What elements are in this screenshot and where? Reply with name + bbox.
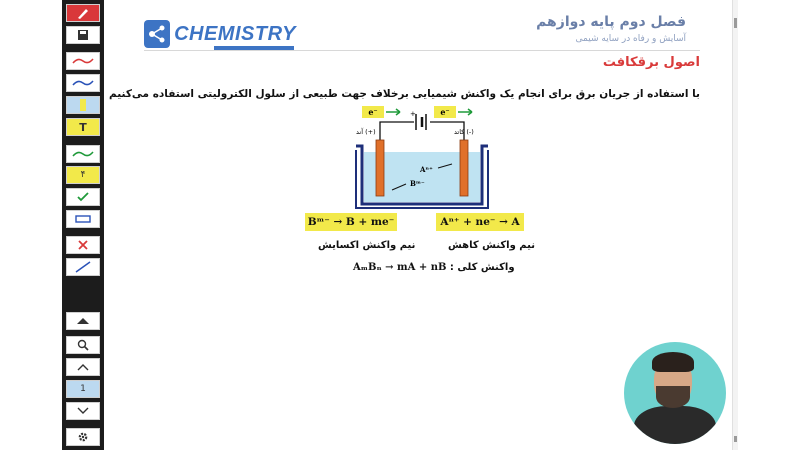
webcam-overlay (624, 342, 726, 444)
scroll-thumb[interactable] (734, 18, 737, 28)
oxidation-label: نیم واکنش اکسایش (318, 240, 416, 251)
text-tool-icon[interactable]: T (66, 118, 100, 136)
section-title: اصول برقکافت (602, 55, 700, 70)
rectangle-icon[interactable] (66, 210, 100, 228)
chapter-subtitle: آسایش و رفاه در سایه شیمی (575, 34, 686, 44)
anode-electrode (376, 140, 384, 196)
cathode-label: کاتد (-) (454, 128, 474, 136)
chapter-title: فصل دوم پایه دوازهم (536, 14, 686, 30)
save-icon[interactable] (66, 26, 100, 44)
molecule-icon (144, 20, 170, 48)
statement-text: با استفاده از جریان برق برای انجام یک واکنش شیمیایی برخلاف جهت طبیعی از سلول الکترولیتی استفاده می‌کنیم (109, 88, 700, 100)
overall-equation: AₘBₙ → mA + nB (353, 262, 447, 273)
presenter-beard (656, 386, 690, 408)
electron-left-label: e⁻ (368, 107, 378, 117)
highlighter-icon[interactable] (66, 96, 100, 114)
zoom-icon[interactable] (66, 336, 100, 354)
green-pen-icon[interactable] (66, 145, 100, 163)
reduction-label: نیم واکنش کاهش (448, 240, 535, 251)
logo-text: CHEMISTRY (174, 23, 296, 45)
oxidation-equation: Bᵐ⁻ → B + me⁻ (305, 213, 397, 231)
chemistry-logo (144, 18, 296, 50)
electrolytic-cell-diagram (354, 104, 490, 212)
line-icon[interactable] (66, 258, 100, 276)
header-divider (144, 50, 700, 51)
scroll-down-arrow[interactable] (734, 436, 737, 442)
page-number: 1 (66, 380, 100, 398)
anion-label: Bᵐ⁻ (410, 179, 425, 188)
overall-label: واکنش کلی : (449, 262, 515, 273)
annotation-toolbar (62, 0, 104, 450)
vertical-scrollbar[interactable] (732, 0, 738, 450)
settings-icon[interactable] (66, 428, 100, 446)
cross-icon[interactable] (66, 236, 100, 254)
battery-plus-label: + (410, 110, 416, 118)
anode-label: آند (+) (356, 128, 376, 136)
presenter-hair (652, 352, 694, 372)
fill-up-icon[interactable] (66, 312, 100, 330)
electron-right-label: e⁻ (440, 107, 450, 117)
reduction-equation: Aⁿ⁺ + ne⁻ → A (436, 213, 524, 231)
red-pen-icon[interactable] (66, 52, 100, 70)
overall-reaction (353, 262, 515, 273)
chevron-up-icon[interactable] (66, 358, 100, 376)
number-icon[interactable]: ۴ (66, 166, 100, 184)
cation-label: Aⁿ⁺ (420, 165, 433, 174)
presenter-body (634, 406, 716, 444)
chevron-down-icon[interactable] (66, 402, 100, 420)
pen-icon[interactable] (66, 4, 100, 22)
check-icon[interactable] (66, 188, 100, 206)
cathode-electrode (460, 140, 468, 196)
blue-pen-icon[interactable] (66, 74, 100, 92)
